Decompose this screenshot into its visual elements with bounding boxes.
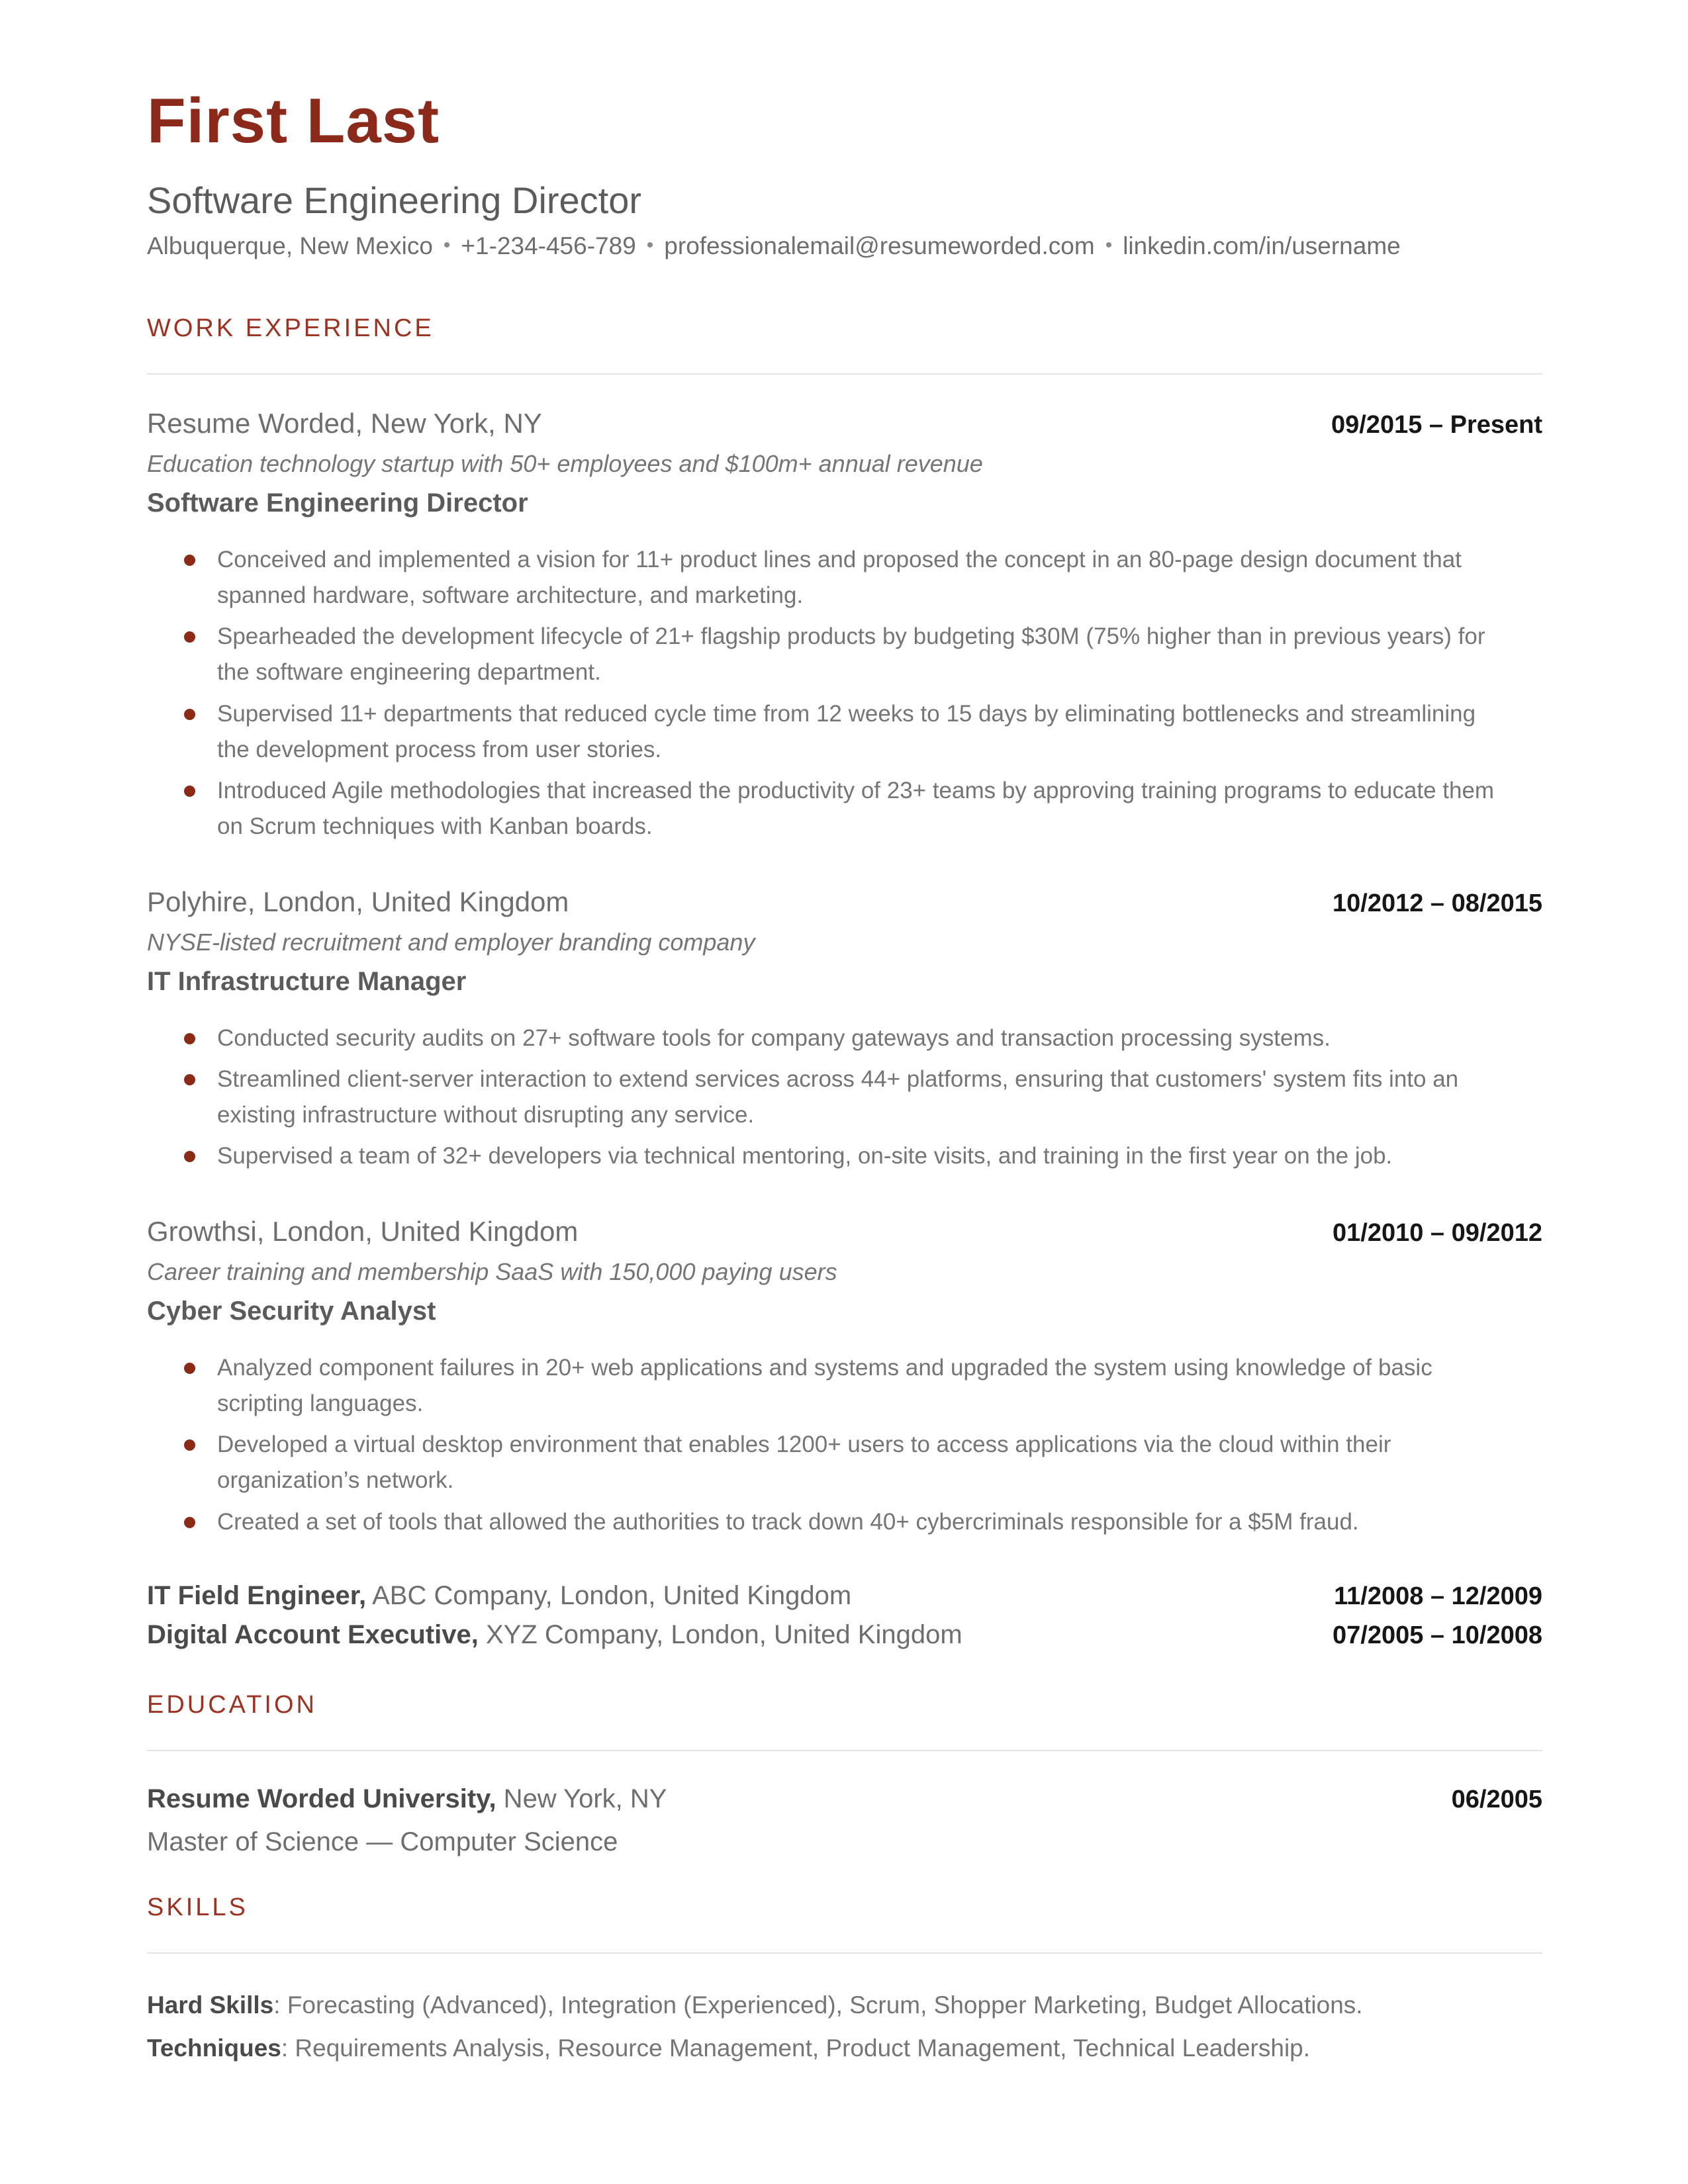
- bullet-item: Streamlined client-server interaction to extend services across 44+ platforms, ensuring that customers' system fits into an existing infrastructure without disrupting any service.: [217, 1062, 1503, 1134]
- contact-location: Albuquerque, New Mexico: [147, 232, 433, 259]
- company-description: NYSE-listed recruitment and employer branding company: [147, 928, 755, 956]
- candidate-job-title: Software Engineering Director: [147, 179, 642, 221]
- contact-line: [147, 232, 1542, 260]
- section-heading-work-experience: WORK EXPERIENCE: [147, 314, 434, 342]
- candidate-name: First Last: [147, 85, 440, 156]
- bullet-item: Spearheaded the development lifecycle of 21+ flagship products by budgeting $30M (75% higher than in previous years) for the software engineering department.: [217, 619, 1503, 691]
- degree-line: Master of Science — Computer Science: [147, 1827, 618, 1856]
- education-dates: 06/2005: [1451, 1785, 1542, 1813]
- bullet-item: Developed a virtual desktop environment that enables 1200+ users to access applications via the cloud within their organization’s network.: [217, 1427, 1503, 1499]
- school-line: [147, 1784, 667, 1814]
- contact-email: professionalemail@resumeworded.com: [664, 232, 1095, 259]
- bullet-item: Conceived and implemented a vision for 11+ product lines and proposed the concept in an 80-page design document that spanned hardware, software architecture, and marketing.: [217, 542, 1503, 614]
- job-entry-resume-worded: [147, 408, 1542, 845]
- education-section: [147, 1691, 1542, 1857]
- skills-section: [147, 1893, 1542, 2067]
- contact-linkedin: linkedin.com/in/username: [1123, 232, 1401, 259]
- earlier-roles-list: [147, 1581, 1542, 1650]
- job-title: Software Engineering Director: [147, 488, 528, 518]
- dot-separator-icon: •: [443, 234, 451, 256]
- contact-phone: +1-234-456-789: [461, 232, 636, 259]
- role-dates: 07/2005 – 10/2008: [1333, 1621, 1542, 1649]
- job-title: Cyber Security Analyst: [147, 1296, 436, 1326]
- bullet-item: Created a set of tools that allowed the authorities to track down 40+ cybercriminals responsible for a $5M fraud.: [217, 1504, 1503, 1540]
- school-location: New York, NY: [496, 1784, 667, 1813]
- skill-items: : Requirements Analysis, Resource Management, Product Management, Technical Leadership.: [281, 2034, 1311, 2062]
- job-entry-growthsi: [147, 1216, 1542, 1540]
- skill-items: : Forecasting (Advanced), Integration (Experienced), Scrum, Shopper Marketing, Budget Allocations.: [273, 1991, 1363, 2019]
- bullet-item: Conducted security audits on 27+ software tools for company gateways and transaction processing systems.: [217, 1021, 1503, 1056]
- job-entry-polyhire: [147, 886, 1542, 1175]
- section-rule: [147, 1750, 1542, 1751]
- job-header-row: [147, 1216, 1542, 1248]
- school-name: Resume Worded University,: [147, 1784, 496, 1813]
- bullet-list: [147, 1350, 1542, 1540]
- section-heading-education: EDUCATION: [147, 1690, 317, 1719]
- resume-header: [147, 86, 1542, 260]
- job-dates: 01/2010 – 09/2012: [1333, 1218, 1542, 1247]
- company-description: Education technology startup with 50+ employees and $100m+ annual revenue: [147, 449, 983, 477]
- skill-label: Techniques: [147, 2034, 281, 2062]
- job-header-row: [147, 886, 1542, 918]
- role-line: [147, 1581, 851, 1611]
- skill-line-hard-skills: [147, 1987, 1542, 2024]
- section-heading-skills: SKILLS: [147, 1893, 248, 1921]
- company-description: Career training and membership SaaS with 150,000 paying users: [147, 1257, 837, 1285]
- bullet-item: Introduced Agile methodologies that increased the productivity of 23+ teams by approving training programs to educate them on Scrum techniques with Kanban boards.: [217, 773, 1503, 845]
- education-row: [147, 1784, 1542, 1814]
- role-line: [147, 1620, 962, 1650]
- bullet-item: Supervised a team of 32+ developers via technical mentoring, on-site visits, and training in the first year on the job.: [217, 1138, 1503, 1174]
- role-dates: 11/2008 – 12/2009: [1334, 1582, 1542, 1610]
- job-dates: 09/2015 – Present: [1331, 410, 1542, 439]
- job-dates: 10/2012 – 08/2015: [1333, 889, 1542, 917]
- bullet-list: [147, 542, 1542, 845]
- bullet-item: Analyzed component failures in 20+ web applications and systems and upgraded the system using knowledge of basic scripting languages.: [217, 1350, 1503, 1422]
- section-rule: [147, 373, 1542, 375]
- role-company: XYZ Company, London, United Kingdom: [478, 1619, 962, 1649]
- company-name: Resume Worded, New York, NY: [147, 407, 542, 439]
- work-experience-section: [147, 314, 1542, 1650]
- role-row: [147, 1581, 1542, 1611]
- dot-separator-icon: •: [1105, 234, 1113, 256]
- role-title: Digital Account Executive,: [147, 1619, 479, 1649]
- company-name: Growthsi, London, United Kingdom: [147, 1215, 579, 1247]
- company-name: Polyhire, London, United Kingdom: [147, 886, 569, 917]
- bullet-item: Supervised 11+ departments that reduced cycle time from 12 weeks to 15 days by eliminating bottlenecks and streamlining the development process from user stories.: [217, 696, 1503, 768]
- bullet-list: [147, 1021, 1542, 1175]
- job-title: IT Infrastructure Manager: [147, 966, 467, 996]
- section-rule: [147, 1952, 1542, 1954]
- role-company: ABC Company, London, United Kingdom: [366, 1580, 852, 1610]
- skill-line-techniques: [147, 2030, 1542, 2067]
- role-row: [147, 1620, 1542, 1650]
- dot-separator-icon: •: [646, 234, 654, 256]
- skill-label: Hard Skills: [147, 1991, 274, 2019]
- role-title: IT Field Engineer,: [147, 1580, 367, 1610]
- job-header-row: [147, 408, 1542, 439]
